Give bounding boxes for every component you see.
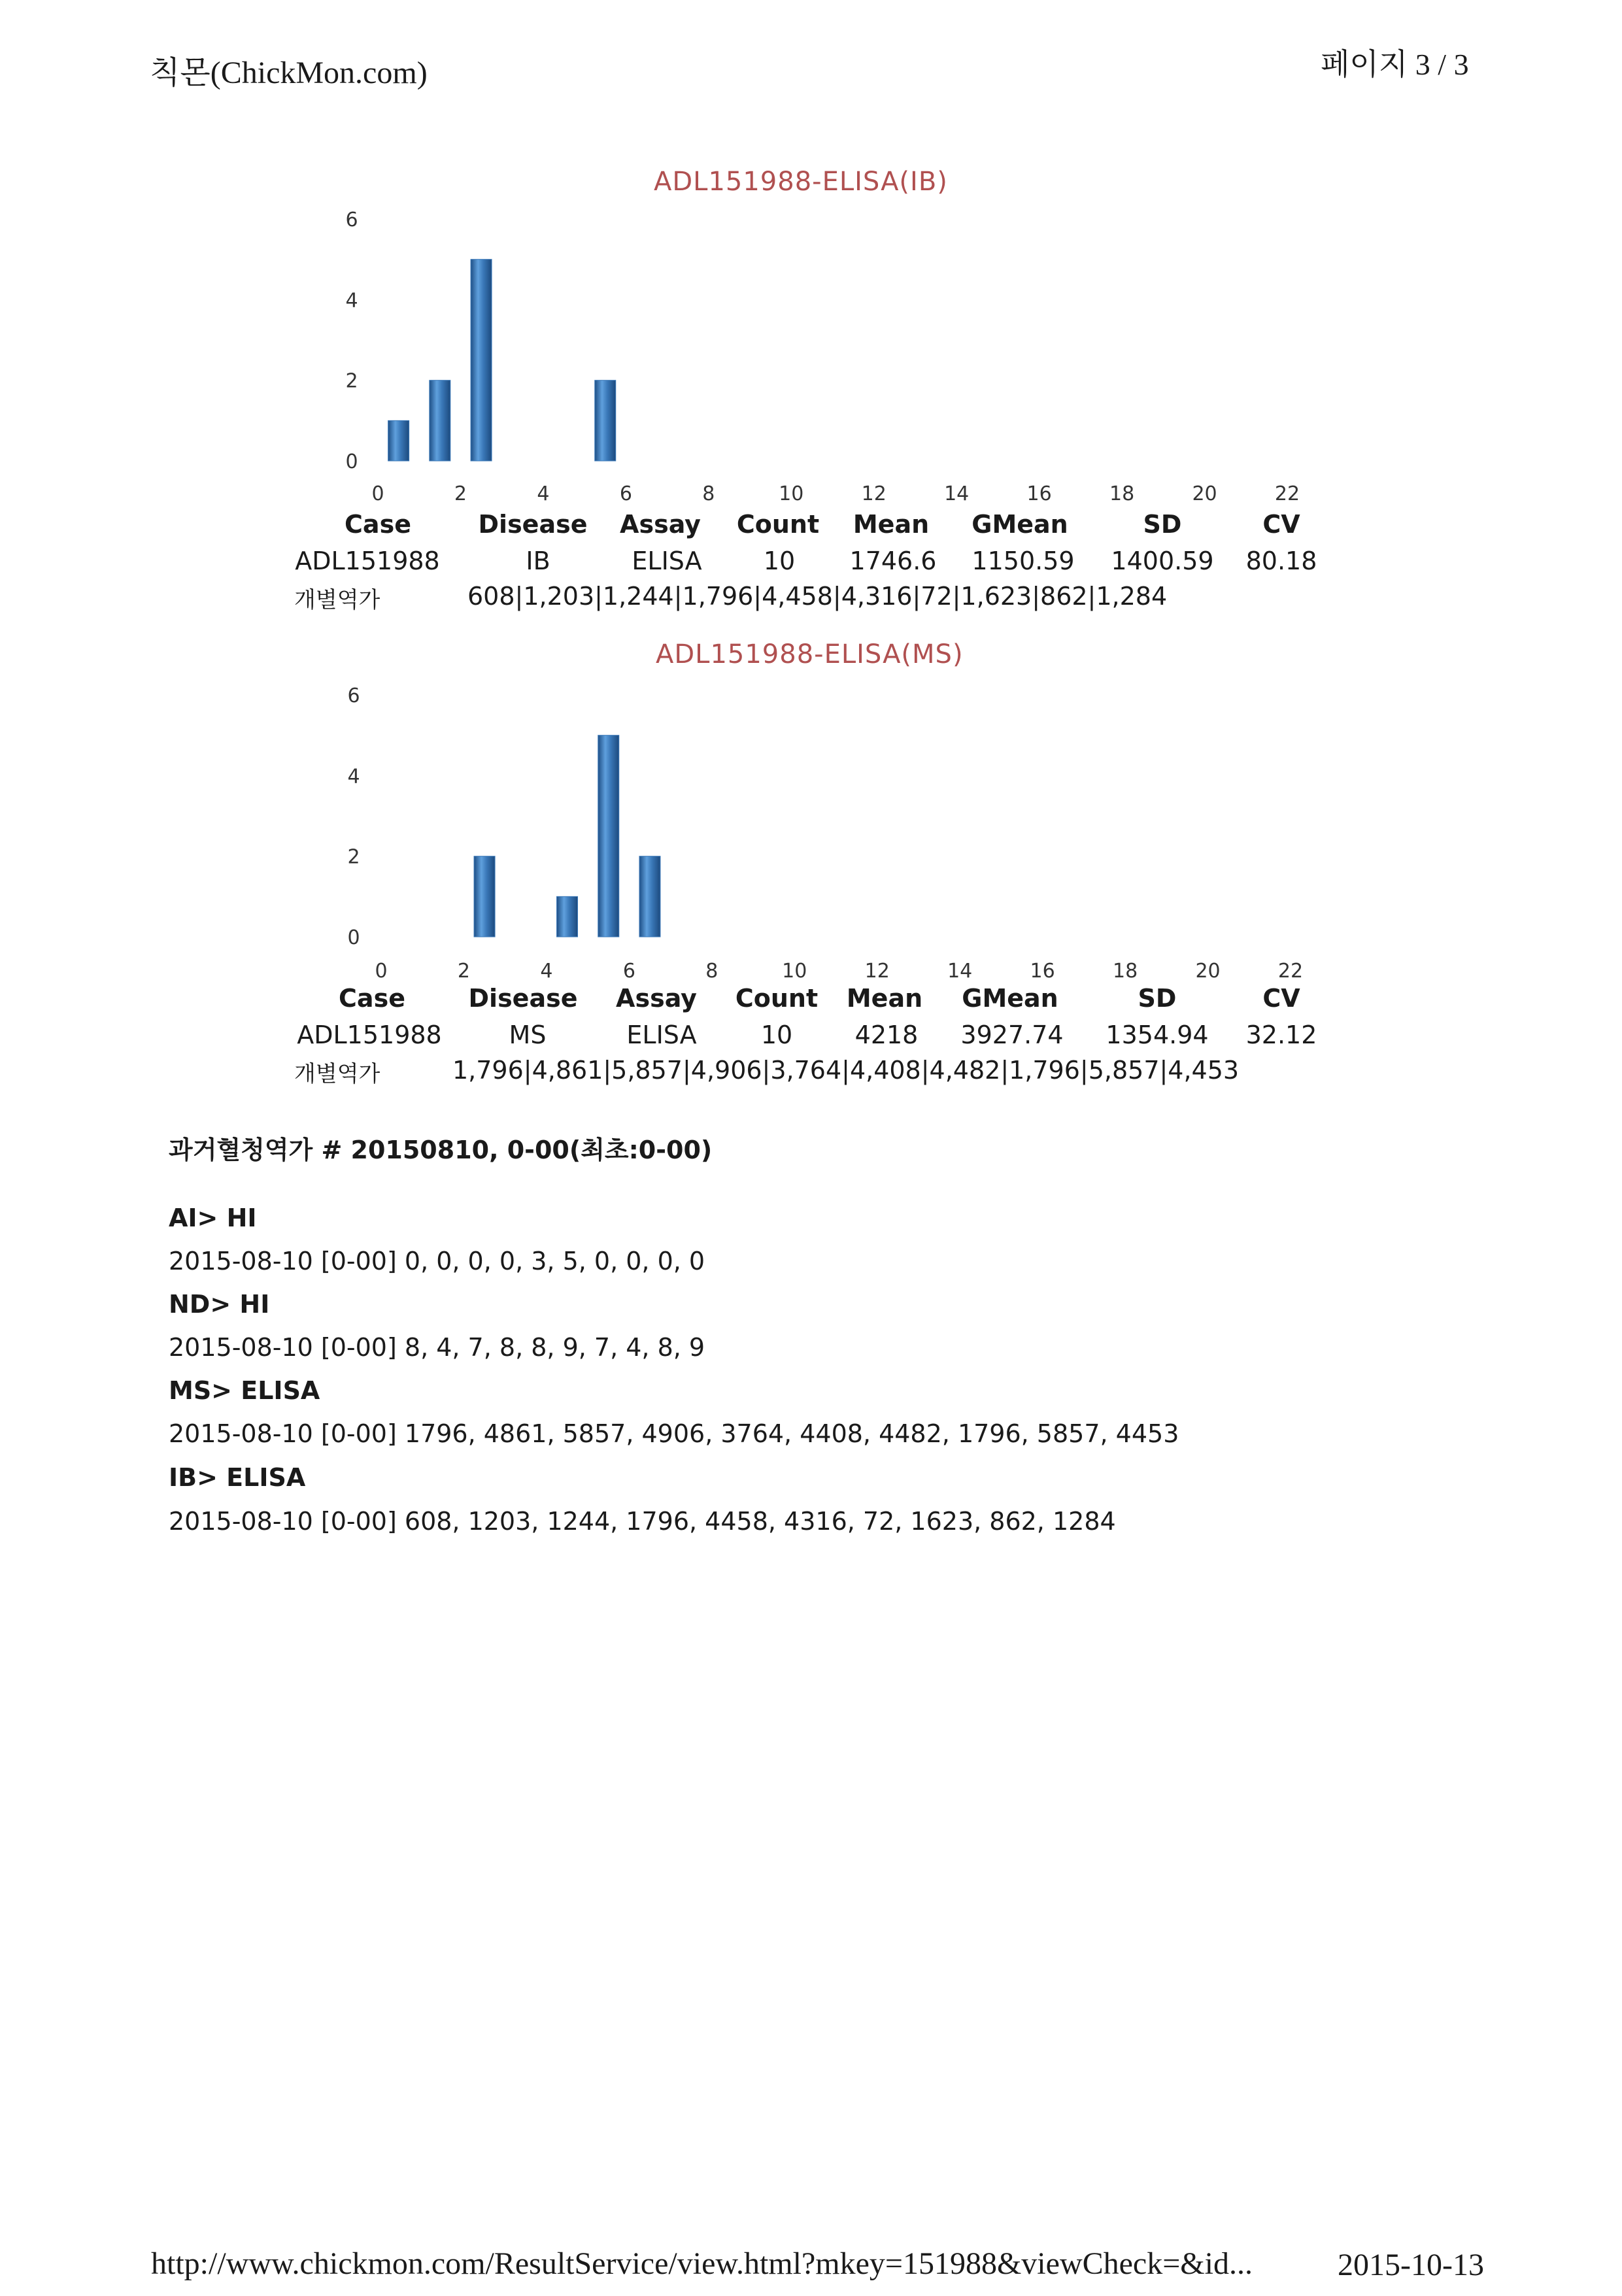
histogram-bar [639,856,660,937]
stats-header-row [275,984,1334,1019]
col-assay: Assay [616,984,697,1013]
x-tick-label: 4 [540,960,553,983]
gmean-value: 1150.59 [972,547,1075,575]
disease-value: MS [509,1021,547,1049]
x-tick-label: 20 [1192,482,1217,505]
col-assay: Assay [620,510,701,539]
x-tick-label: 20 [1195,960,1221,983]
col-gmean: GMean [962,984,1058,1013]
y-tick-label: 6 [345,209,358,231]
site-title: 칙몬(ChickMon.com) [150,56,428,90]
x-tick-label: 14 [944,482,970,505]
col-cv: CV [1262,510,1300,539]
col-count: Count [735,984,819,1013]
col-gmean: GMean [972,510,1068,539]
col-disease: Disease [468,984,578,1013]
x-tick-label: 0 [375,960,388,983]
mean-value: 4218 [854,1021,919,1049]
x-tick-label: 18 [1109,482,1135,505]
past-heading-ms: MS> ELISA [169,1376,320,1405]
x-tick-label: 10 [779,482,804,505]
individual-titer-values: 608|1,203|1,244|1,796|4,458|4,316|72|1,623|862|1,284 [467,582,1168,611]
histogram-bar [474,856,495,937]
x-tick-label: 2 [457,960,471,983]
assay-value: ELISA [626,1021,697,1049]
count-value: 10 [763,547,796,575]
cv-value: 32.12 [1245,1021,1317,1049]
x-tick-label: 16 [1030,960,1055,983]
col-disease: Disease [478,510,588,539]
y-tick-label: 6 [347,684,360,707]
x-tick-label: 22 [1277,960,1304,983]
y-tick-label: 0 [345,450,358,473]
col-case: Case [339,984,405,1013]
case-value: ADL151988 [295,547,440,575]
col-mean: Mean [853,510,930,539]
x-tick-label: 8 [705,960,718,983]
sd-value: 1354.94 [1106,1021,1209,1049]
x-tick-label: 10 [782,960,807,983]
past-titer-title: 과거혈청역가 # 20150810, 0-00(최초:0-00) [169,1136,713,1164]
x-tick-label: 2 [454,482,467,505]
x-tick-label: 18 [1112,960,1138,983]
col-case: Case [345,510,411,539]
x-tick-label: 6 [622,960,635,983]
case-value: ADL151988 [297,1021,442,1049]
stats-value-row [275,1021,1334,1056]
mean-value: 1746.6 [849,547,937,575]
individual-titer-row [275,1056,1334,1091]
histogram-bar [557,896,578,937]
col-sd: SD [1138,984,1177,1013]
individual-titer-label: 개별역가 [294,1061,380,1087]
individual-titer-label: 개별역가 [294,587,380,613]
x-tick-label: 22 [1274,482,1300,505]
past-line-ai: 2015-08-10 [0-00] 0, 0, 0, 0, 3, 5, 0, 0, 0, 0 [169,1247,705,1275]
gmean-value: 3927.74 [960,1021,1064,1049]
individual-titer-values: 1,796|4,861|5,857|4,906|3,764|4,408|4,482|1,796|5,857|4,453 [452,1056,1240,1085]
past-line-ib: 2015-08-10 [0-00] 608, 1203, 1244, 1796, 4458, 4316, 72, 1623, 862, 1284 [169,1507,1116,1536]
disease-value: IB [526,547,550,575]
y-tick-label: 4 [347,765,360,788]
y-tick-label: 2 [347,845,360,869]
x-tick-label: 8 [702,482,715,505]
y-tick-label: 0 [347,926,360,949]
x-tick-label: 16 [1026,482,1052,505]
past-heading-ai: AI> HI [169,1204,257,1232]
count-value: 10 [760,1021,793,1049]
sd-value: 1400.59 [1111,547,1214,575]
past-heading-nd: ND> HI [169,1290,270,1319]
x-tick-label: 12 [864,960,890,983]
assay-value: ELISA [632,547,702,575]
histogram-ms [0,0,1622,1000]
x-tick-label: 6 [619,482,632,505]
footer-url: http://www.chickmon.com/ResultService/view.html?mkey=151988&viewCheck=&id... [151,2246,1253,2281]
col-cv: CV [1262,984,1300,1013]
histogram-bar [598,735,619,937]
col-mean: Mean [846,984,923,1013]
cv-value: 80.18 [1245,547,1317,575]
past-line-ms: 2015-08-10 [0-00] 1796, 4861, 5857, 4906, 3764, 4408, 4482, 1796, 5857, 4453 [169,1419,1179,1448]
x-tick-label: 14 [947,960,973,983]
page-indicator: 페이지 3 / 3 [1321,48,1469,81]
y-tick-label: 2 [345,369,358,393]
footer-date: 2015-10-13 [1338,2248,1484,2282]
col-count: Count [736,510,820,539]
x-tick-label: 12 [861,482,887,505]
chart-title-ib: ADL151988-ELISA(IB) [654,167,948,197]
past-heading-ib: IB> ELISA [169,1463,306,1492]
chart-title-ms: ADL151988-ELISA(MS) [656,639,964,669]
y-tick-label: 4 [345,289,358,312]
col-sd: SD [1143,510,1182,539]
past-line-nd: 2015-08-10 [0-00] 8, 4, 7, 8, 8, 9, 7, 4, 8, 9 [169,1333,705,1362]
x-tick-label: 4 [537,482,550,505]
x-tick-label: 0 [371,482,384,505]
